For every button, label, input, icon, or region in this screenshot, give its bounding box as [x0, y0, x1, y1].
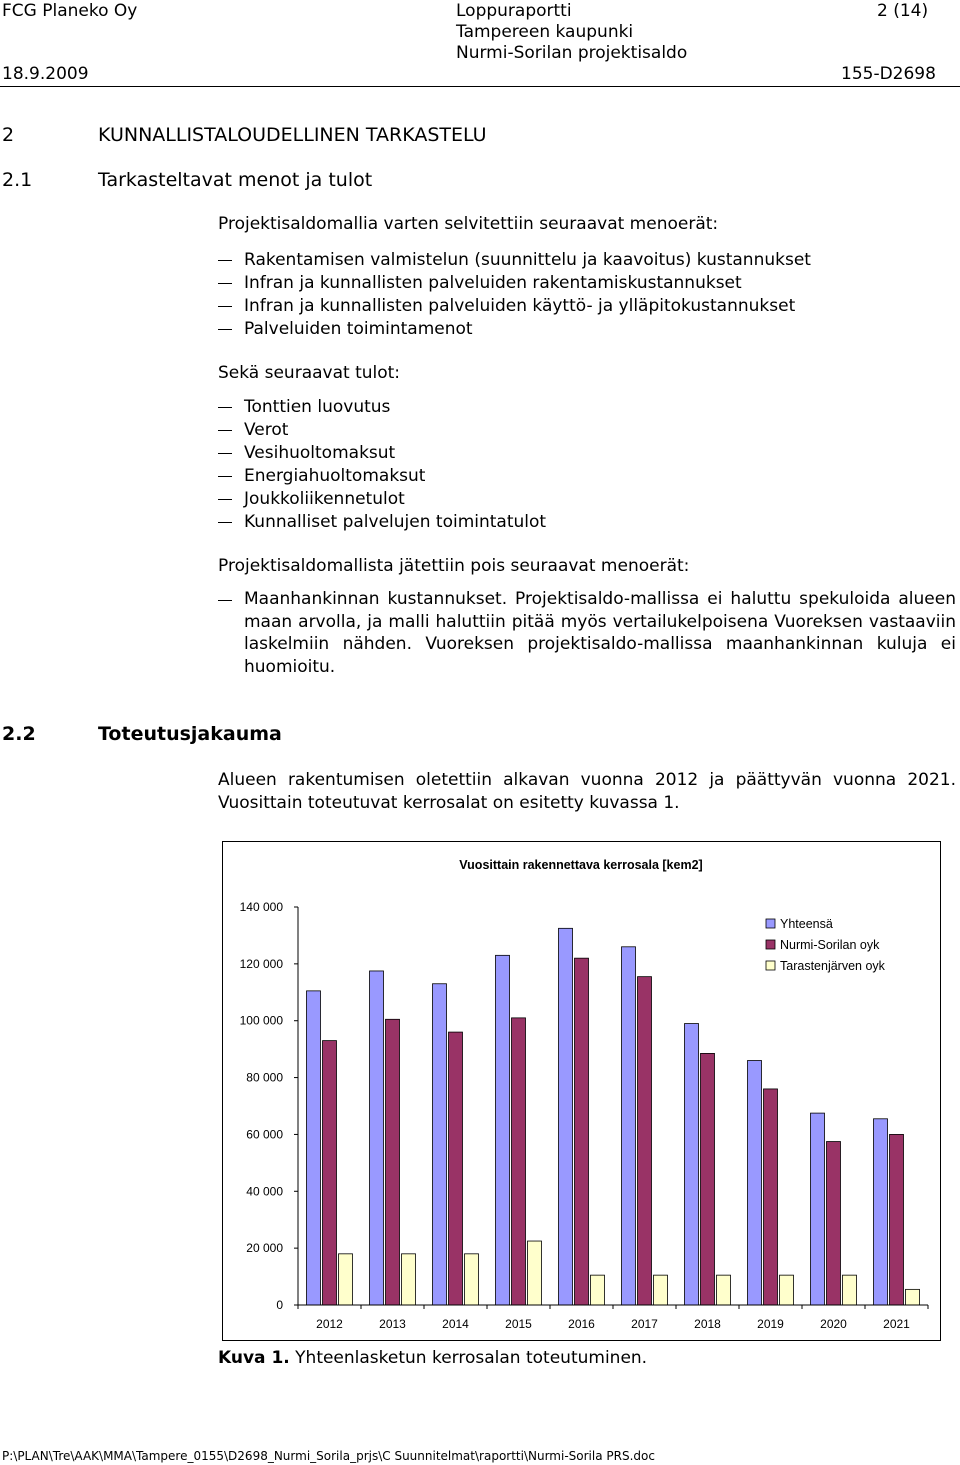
list-item: Palveluiden toimintamenot — [218, 318, 811, 341]
section-2-1-title: Tarkasteltavat menot ja tulot — [98, 169, 373, 191]
bar-1-2018 — [701, 1053, 715, 1305]
bar-1-2019 — [764, 1089, 778, 1305]
list-item: Tonttien luovutus — [218, 396, 546, 419]
y-tick-label: 100 000 — [239, 1013, 283, 1028]
legend — [766, 917, 886, 973]
legend-swatch — [766, 961, 775, 970]
bar-chart — [223, 842, 940, 1340]
company-name: FCG Planeko Oy — [2, 1, 138, 21]
excluded-dash — [218, 600, 232, 601]
y-tick-label: 0 — [276, 1298, 283, 1312]
bar-2-2014 — [465, 1254, 479, 1305]
costs-list — [218, 249, 811, 341]
x-tick-label: 2012 — [316, 1317, 343, 1331]
bars — [307, 928, 920, 1305]
chart-frame — [222, 841, 941, 1341]
x-axis — [298, 1305, 928, 1331]
section-2-2-paragraph: Alueen rakentumisen oletettiin alkavan vuonna 2012 ja päättyvän vuonna 2021. Vuosittain toteutuvat kerrosalat on esitetty kuvassa 1. — [218, 770, 956, 813]
header-divider — [0, 86, 960, 87]
excluded-paragraph: Maanhankinnan kustannukset. Projektisaldo-mallissa ei haluttu spekuloida alueen maan arvolla, ja malli haluttiin pitää myös vertailukelpoisena Vuoreksen vastaaviin laskelmiin nähden. Vuoreksen projektisaldo-mallissa maanhankinnan kuluja ei huomioitu. — [244, 589, 956, 677]
bar-1-2014 — [449, 1032, 463, 1305]
x-tick-label: 2019 — [757, 1317, 784, 1331]
x-tick-label: 2021 — [883, 1317, 910, 1331]
income-list — [218, 396, 546, 534]
caption-text: Yhteenlasketun kerrosalan toteutuminen. — [289, 1348, 648, 1368]
y-tick-label: 80 000 — [246, 1070, 283, 1085]
section-2-2-title: Toteutusjakauma — [98, 723, 282, 745]
legend-label: Nurmi-Sorilan oyk — [780, 938, 880, 952]
legend-swatch — [766, 919, 775, 928]
page-number: 2 (14) — [877, 1, 929, 21]
document-type: Loppuraportti — [456, 1, 572, 21]
bar-2-2016 — [591, 1275, 605, 1305]
bar-2-2012 — [339, 1254, 353, 1305]
section-2-title: KUNNALLISTALOUDELLINEN TARKASTELU — [98, 124, 487, 146]
x-tick-label: 2013 — [379, 1317, 406, 1331]
y-tick-label: 40 000 — [246, 1184, 283, 1199]
bar-1-2012 — [323, 1041, 337, 1305]
bar-0-2018 — [685, 1024, 699, 1305]
list-item: Infran ja kunnallisten palveluiden käyttö- ja ylläpitokustannukset — [218, 295, 811, 318]
client-name: Tampereen kaupunki — [456, 22, 634, 42]
x-tick-label: 2017 — [631, 1317, 658, 1331]
list-item: Energiahuoltomaksut — [218, 465, 546, 488]
x-tick-label: 2014 — [442, 1317, 469, 1331]
section-2-1-number: 2.1 — [2, 169, 33, 191]
y-tick-label: 120 000 — [239, 956, 283, 971]
section-2-number: 2 — [2, 124, 15, 146]
bar-0-2013 — [370, 971, 384, 1305]
bar-2-2020 — [843, 1275, 857, 1305]
bar-1-2013 — [386, 1019, 400, 1305]
legend-label: Tarastenjärven oyk — [780, 959, 885, 973]
document-date: 18.9.2009 — [2, 64, 89, 84]
bar-2-2013 — [402, 1254, 416, 1305]
y-axis — [240, 900, 298, 1312]
bar-2-2015 — [528, 1241, 542, 1305]
bar-1-2021 — [890, 1134, 904, 1305]
list-item: Joukkoliikennetulot — [218, 488, 546, 511]
bar-0-2021 — [874, 1119, 888, 1305]
bar-2-2019 — [780, 1275, 794, 1305]
bar-1-2016 — [575, 958, 589, 1305]
bar-0-2012 — [307, 991, 321, 1305]
income-intro: Sekä seuraavat tulot: — [218, 363, 401, 383]
x-tick-label: 2016 — [568, 1317, 595, 1331]
section-2-2-number: 2.2 — [2, 723, 36, 745]
bar-2-2017 — [654, 1275, 668, 1305]
bar-0-2020 — [811, 1113, 825, 1305]
legend-swatch — [766, 940, 775, 949]
legend-label: Yhteensä — [780, 917, 833, 931]
list-item: Infran ja kunnallisten palveluiden rakentamiskustannukset — [218, 272, 811, 295]
bar-2-2021 — [906, 1289, 920, 1305]
bar-1-2017 — [638, 977, 652, 1305]
chart-title: Vuosittain rakennettava kerrosala [kem2] — [459, 858, 703, 872]
x-tick-label: 2020 — [820, 1317, 847, 1331]
x-tick-label: 2015 — [505, 1317, 532, 1331]
bar-1-2015 — [512, 1018, 526, 1305]
project-name: Nurmi-Sorilan projektisaldo — [456, 43, 688, 63]
bar-0-2017 — [622, 947, 636, 1305]
footer-path: P:\PLAN\Tre\AAK\MMA\Tampere_0155\D2698_Nurmi_Sorila_prjs\C Suunnitelmat\raportti\Nurmi-Sorila PRS.doc — [2, 1449, 655, 1463]
document-number: 155-D2698 — [841, 64, 936, 84]
bar-0-2014 — [433, 984, 447, 1305]
bar-1-2020 — [827, 1142, 841, 1305]
bar-0-2016 — [559, 928, 573, 1305]
x-tick-label: 2018 — [694, 1317, 721, 1331]
figure-caption — [218, 1347, 647, 1370]
list-item: Kunnalliset palvelujen toimintatulot — [218, 511, 546, 534]
list-item: Vesihuoltomaksut — [218, 442, 546, 465]
excluded-intro: Projektisaldomallista jätettiin pois seuraavat menoerät: — [218, 556, 690, 576]
list-item: Rakentamisen valmistelun (suunnittelu ja kaavoitus) kustannukset — [218, 249, 811, 272]
bar-0-2019 — [748, 1061, 762, 1305]
list-item: Verot — [218, 419, 546, 442]
bar-2-2018 — [717, 1275, 731, 1305]
y-tick-label: 140 000 — [239, 900, 283, 914]
y-tick-label: 20 000 — [246, 1241, 283, 1256]
bar-0-2015 — [496, 955, 510, 1305]
caption-label: Kuva 1. — [218, 1348, 290, 1368]
costs-intro: Projektisaldomallia varten selvitettiin seuraavat menoerät: — [218, 214, 719, 234]
y-tick-label: 60 000 — [246, 1127, 283, 1142]
